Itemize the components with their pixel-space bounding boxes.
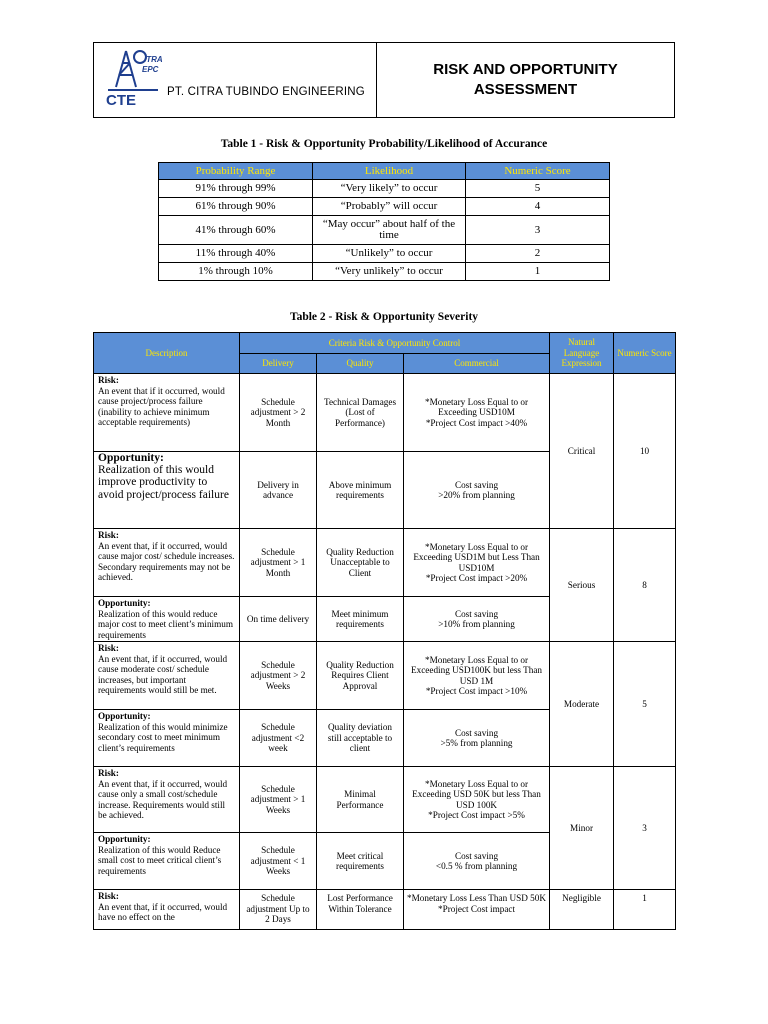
score-cell: 3: [466, 216, 610, 245]
svg-text:CTE: CTE: [106, 92, 136, 109]
expression-cell: Moderate: [550, 642, 614, 767]
delivery-cell: Schedule adjustment Up to 2 Days: [240, 890, 317, 930]
risk-description: An event that, if it occurred, would cause moderate cost/ schedule increases, but important requirements would still be met.: [98, 653, 228, 695]
expression-cell: Critical: [550, 374, 614, 529]
quality-cell: Quality deviation still acceptable to client: [317, 710, 404, 767]
commercial-cell: [404, 890, 550, 930]
commercial-impact: *Project Cost impact >5%: [428, 810, 525, 820]
header-criteria: Criteria Risk & Opportunity Control: [240, 333, 550, 354]
likelihood-cell: “Unlikely” to occur: [313, 245, 466, 263]
table-row: [159, 263, 610, 281]
quality-cell: Above minimum requirements: [317, 452, 404, 529]
document-header: [93, 42, 675, 118]
commercial-impact: *Project Cost impact >40%: [425, 417, 528, 428]
score-cell: 3: [614, 767, 676, 890]
commercial-loss: *Monetary Loss Equal to or Exceeding USD1M but Less Than USD10M: [413, 541, 540, 573]
opportunity-description-cell: [94, 597, 240, 642]
table-row: [94, 374, 676, 452]
probability-range-cell: 41% through 60%: [159, 216, 313, 245]
opportunity-description: Realization of this would minimize secondary cost to meet minimum client’s requirements: [98, 721, 228, 753]
delivery-cell: Delivery in advance: [240, 452, 317, 529]
svg-text:EPC: EPC: [142, 65, 159, 74]
title-line-2: ASSESSMENT: [473, 81, 578, 98]
cost-saving-value: >20% from planning: [438, 490, 515, 500]
commercial-cell: [404, 529, 550, 597]
cost-saving-value: <0.5 % from planning: [435, 861, 518, 871]
likelihood-cell: “Very likely” to occur: [313, 180, 466, 198]
score-cell: 2: [466, 245, 610, 263]
risk-description: An event that, if it occurred, would cause only a small cost/schedule increase. Requirements would still be achieved.: [98, 778, 228, 820]
score-cell: 8: [614, 529, 676, 642]
header-commercial: Commercial: [404, 354, 550, 374]
score-cell: 5: [466, 180, 610, 198]
commercial-impact: *Project Cost impact >10%: [425, 686, 528, 696]
risk-description-cell: [94, 890, 240, 930]
table2-caption: Table 2 - Risk & Opportunity Severity: [289, 311, 479, 323]
table-row: [94, 529, 676, 597]
opportunity-label: Opportunity:: [98, 711, 151, 721]
cost-saving-label: Cost saving: [454, 479, 499, 490]
risk-label: Risk:: [98, 643, 119, 653]
delivery-cell: Schedule adjustment > 1 Month: [240, 529, 317, 597]
delivery-cell: Schedule adjustment <2 week: [240, 710, 317, 767]
header-description: Description: [94, 333, 240, 374]
risk-description: An event that, if it occurred, would cause major cost/ schedule increases. Secondary requirements may not be achieved.: [98, 540, 235, 582]
risk-description-cell: [94, 642, 240, 710]
quality-cell: Minimal Performance: [317, 767, 404, 833]
commercial-impact: *Project Cost impact: [437, 903, 516, 914]
risk-description: An event that, if it occurred, would have no effect on the: [98, 901, 228, 922]
delivery-cell: Schedule adjustment < 1 Weeks: [240, 833, 317, 890]
table1-caption: Table 1 - Risk & Opportunity Probability/Likelihood of Accurance: [220, 138, 548, 150]
risk-description: An event that if it occurred, would cause project/process failure (inability to achieve minimum acceptable requirements): [98, 385, 225, 427]
opportunity-description: Realization of this would Reduce small cost to meet critical client’s requirements: [98, 844, 222, 876]
risk-label: Risk:: [98, 768, 119, 778]
commercial-cell: [404, 642, 550, 710]
quality-cell: Quality Reduction Unacceptable to Client: [317, 529, 404, 597]
risk-description-cell: [94, 767, 240, 833]
quality-cell: Technical Damages (Lost of Performance): [317, 374, 404, 452]
delivery-cell: Schedule adjustment > 2 Month: [240, 374, 317, 452]
expression-cell: Negligible: [550, 890, 614, 930]
commercial-cell: [404, 374, 550, 452]
commercial-impact: *Project Cost impact >20%: [425, 573, 528, 583]
score-cell: 1: [614, 890, 676, 930]
header-natural-language: Natural Language Expression: [550, 333, 614, 374]
cost-saving-label: Cost saving: [454, 850, 499, 861]
likelihood-cell: “May occur” about half of the time: [313, 216, 466, 245]
table-row: [94, 890, 676, 930]
risk-label: Risk:: [98, 530, 119, 540]
probability-range-cell: 1% through 10%: [159, 263, 313, 281]
opportunity-description-cell: [94, 452, 240, 529]
svg-text:ITRA: ITRA: [144, 55, 163, 64]
risk-description-cell: [94, 374, 240, 452]
table-header-row: [159, 163, 610, 180]
expression-cell: Minor: [550, 767, 614, 890]
opportunity-description-cell: [94, 710, 240, 767]
table-header-row: [94, 333, 676, 354]
expression-cell: Serious: [550, 529, 614, 642]
table-row: [159, 216, 610, 245]
risk-label: Risk:: [98, 375, 119, 385]
cost-saving-label: Cost saving: [454, 727, 499, 738]
quality-cell: Quality Reduction Requires Client Approval: [317, 642, 404, 710]
table-row: [159, 198, 610, 216]
title-line-1: RISK AND OPPORTUNITY: [433, 61, 618, 78]
delivery-cell: Schedule adjustment > 2 Weeks: [240, 642, 317, 710]
probability-range-cell: 61% through 90%: [159, 198, 313, 216]
score-cell: 4: [466, 198, 610, 216]
opportunity-label: Opportunity:: [98, 834, 151, 844]
severity-table: [93, 332, 676, 930]
document-title: [377, 43, 674, 117]
risk-label: Risk:: [98, 891, 119, 901]
table-row: [159, 245, 610, 263]
cost-saving-value: >5% from planning: [440, 738, 513, 748]
commercial-loss: *Monetary Loss Equal to or Exceeding USD10M: [424, 396, 529, 418]
opportunity-description: Realization of this would improve productivity to avoid project/process failure: [98, 463, 229, 501]
likelihood-cell: “Very unlikely” to occur: [313, 263, 466, 281]
probability-range-cell: 91% through 99%: [159, 180, 313, 198]
commercial-cell: [404, 833, 550, 890]
commercial-cell: [404, 597, 550, 642]
risk-description-cell: [94, 529, 240, 597]
header-probability-range: Probability Range: [159, 163, 313, 180]
probability-table: [158, 162, 610, 281]
company-block: [94, 43, 377, 117]
delivery-cell: Schedule adjustment > 1 Weeks: [240, 767, 317, 833]
delivery-cell: On time delivery: [240, 597, 317, 642]
probability-range-cell: 11% through 40%: [159, 245, 313, 263]
commercial-cell: [404, 710, 550, 767]
quality-cell: Lost Performance Within Tolerance: [317, 890, 404, 930]
commercial-loss: *Monetary Loss Equal to or Exceeding USD100K but less Than USD 1M: [411, 654, 543, 686]
table-row: [159, 180, 610, 198]
table-row: [94, 767, 676, 833]
opportunity-description: Realization of this would reduce major cost to meet client’s minimum requirements: [98, 608, 233, 640]
quality-cell: Meet minimum requirements: [317, 597, 404, 642]
header-numeric-score: Numeric Score: [614, 333, 676, 374]
opportunity-description-cell: [94, 833, 240, 890]
header-likelihood: Likelihood: [313, 163, 466, 180]
opportunity-label: Opportunity:: [98, 598, 151, 608]
company-logo: [102, 47, 166, 109]
opportunity-label: Opportunity:: [98, 452, 164, 464]
header-numeric-score: Numeric Score: [466, 163, 610, 180]
commercial-loss: *Monetary Loss Equal to or Exceeding USD 50K but less Than USD 100K: [412, 778, 541, 810]
likelihood-cell: “Probably” will occur: [313, 198, 466, 216]
score-cell: 1: [466, 263, 610, 281]
header-delivery: Delivery: [240, 354, 317, 374]
score-cell: 10: [614, 374, 676, 529]
score-cell: 5: [614, 642, 676, 767]
commercial-loss: *Monetary Loss Less Than USD 50K: [407, 893, 546, 903]
company-name: PT. CITRA TUBINDO ENGINEERING: [167, 86, 365, 98]
commercial-cell: [404, 452, 550, 529]
cost-saving-label: Cost saving: [454, 608, 499, 619]
cost-saving-value: >10% from planning: [438, 619, 515, 629]
table-row: [94, 642, 676, 710]
commercial-cell: [404, 767, 550, 833]
quality-cell: Meet critical requirements: [317, 833, 404, 890]
header-quality: Quality: [317, 354, 404, 374]
